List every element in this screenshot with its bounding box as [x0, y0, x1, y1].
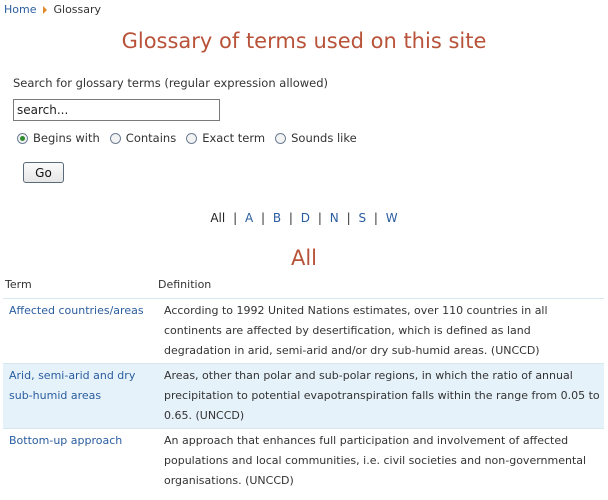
alpha-nav-letter-w[interactable]: W	[385, 211, 398, 225]
column-header-definition: Definition	[158, 278, 212, 291]
alpha-nav-separator: |	[346, 211, 351, 225]
radio-exact-term[interactable]	[186, 131, 265, 145]
term-link[interactable]: Bottom-up approach	[9, 434, 123, 447]
radio-sounds-like[interactable]	[275, 131, 357, 145]
term-link[interactable]: Affected countries/areas	[9, 304, 144, 317]
alpha-nav-separator: |	[233, 211, 238, 225]
radio-begins-with[interactable]	[17, 131, 100, 145]
radio-contains[interactable]	[110, 131, 176, 145]
radio-label: Exact term	[202, 131, 266, 145]
radio-button-icon[interactable]	[17, 133, 28, 144]
definition-cell: Areas, other than polar and sub-polar regions, in which the ratio of annual precipitation to potential evapotranspiration falls within the range from 0.05 to 0.65. (UNCCD)	[156, 364, 604, 429]
term-cell	[3, 364, 156, 429]
breadcrumb-current: Glossary	[53, 3, 102, 16]
page-title: Glossary of terms used on this site	[121, 29, 487, 53]
radio-button-icon[interactable]	[275, 133, 286, 144]
go-button[interactable]: Go	[23, 162, 64, 183]
term-cell	[3, 429, 156, 494]
breadcrumb	[4, 3, 101, 17]
alpha-nav-all: All	[210, 211, 226, 225]
alphabet-nav	[0, 210, 608, 226]
alpha-nav-letter-a[interactable]: A	[244, 211, 254, 225]
breadcrumb-arrow-icon	[43, 6, 47, 14]
radio-label: Sounds like	[291, 131, 357, 145]
radio-button-icon[interactable]	[110, 133, 121, 144]
alpha-nav-letter-d[interactable]: D	[300, 211, 311, 225]
definition-cell: An approach that enhances full participation and involvement of affected populations and local communities, i.e. civil societies and non-governmental organisations. (UNCCD)	[156, 429, 604, 494]
alpha-nav-separator: |	[317, 211, 322, 225]
term-cell	[3, 299, 156, 364]
section-heading: All	[290, 246, 318, 270]
glossary-table	[3, 272, 604, 493]
alpha-nav-letter-n[interactable]: N	[329, 211, 339, 225]
term-link[interactable]: Arid, semi-arid and dry sub-humid areas	[9, 369, 136, 402]
alpha-nav-letter-s[interactable]: S	[358, 211, 367, 225]
table-row	[3, 299, 604, 364]
alpha-nav-separator: |	[373, 211, 378, 225]
table-row	[3, 364, 604, 429]
radio-button-icon[interactable]	[186, 133, 197, 144]
definition-cell: According to 1992 United Nations estimates, over 110 countries in all continents are affected by desertification, which is defined as land degradation in arid, semi-arid and/or dry sub-humid areas. (UNCCD)	[156, 299, 604, 364]
radio-label: Begins with	[33, 131, 100, 145]
search-label: Search for glossary terms (regular expression allowed)	[13, 76, 329, 90]
alpha-nav-separator: |	[288, 211, 293, 225]
radio-label: Contains	[125, 131, 177, 145]
table-row	[3, 429, 604, 494]
column-header-term: Term	[5, 278, 32, 291]
alpha-nav-letter-b[interactable]: B	[272, 211, 282, 225]
breadcrumb-home-link[interactable]: Home	[4, 3, 37, 16]
table-header-row	[3, 272, 604, 299]
search-mode-options	[17, 131, 367, 145]
alpha-nav-separator: |	[260, 211, 266, 225]
search-input[interactable]	[13, 99, 220, 121]
